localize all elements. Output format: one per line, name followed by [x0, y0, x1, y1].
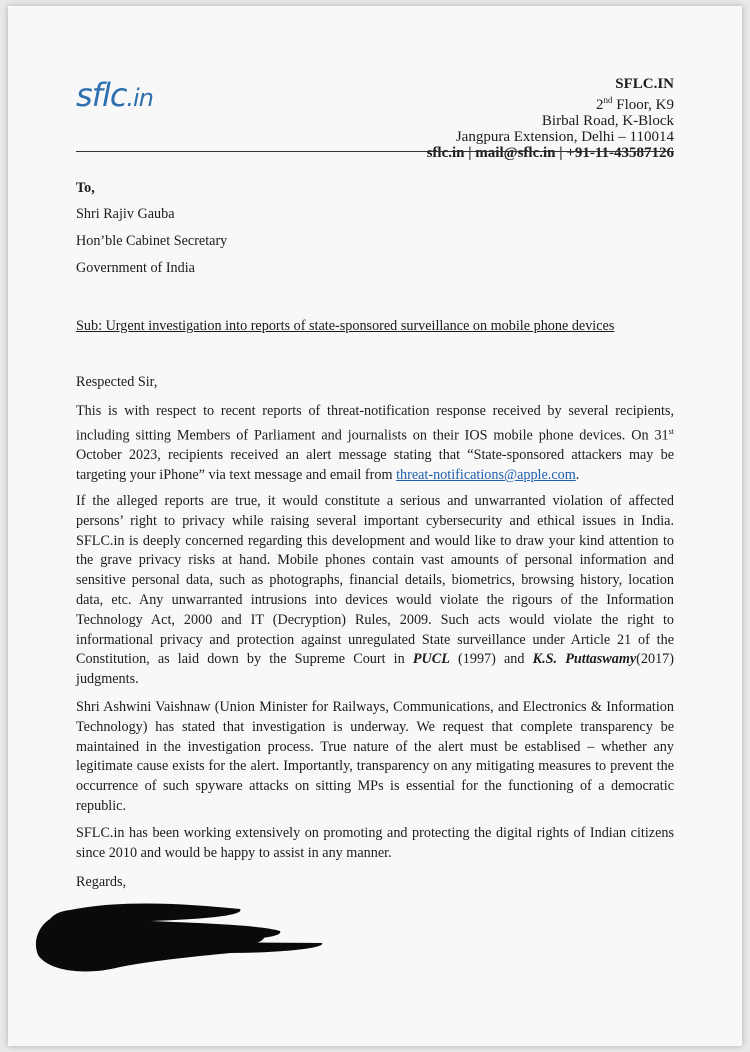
- salutation: Respected Sir,: [76, 374, 158, 390]
- addressee-name: Shri Rajiv Gauba: [76, 206, 175, 222]
- letterhead-address: [427, 76, 674, 161]
- redacted-signature: [30, 895, 330, 985]
- logo-suffix: .in: [126, 84, 153, 112]
- address-area: Jangpura Extension, Delhi – 110014: [455, 129, 674, 145]
- letterhead-divider: [76, 151, 674, 152]
- email-link[interactable]: threat-notifications@apple.com: [396, 467, 576, 484]
- contact-line: sflc.in | mail@sflc.in | +91-11-43587126: [426, 145, 674, 161]
- sflc-logo: [76, 76, 153, 114]
- subject-line: Sub: Urgent investigation into reports of state-sponsored surveillance on mobile phone devices: [76, 318, 615, 334]
- logo-text: sflc: [76, 76, 127, 114]
- to-label: To,: [76, 180, 95, 196]
- closing: Regards,: [76, 874, 127, 890]
- paragraph-1: This is with respect to recent reports of threat-notification response received by several recipients, including sitting Members of Parliament and journalists on their IOS mobile phone devices. On 31st October 2023, recipients received an alert message stating that “State-sponsored attackers may be targeting your iPhone” via text message and email from threat-notifications@apple.com.: [76, 403, 674, 484]
- address-road: Birbal Road, K-Block: [541, 113, 674, 129]
- paragraph-3: Shri Ashwini Vaishnaw (Union Minister for Railways, Communications, and Electronics & Information Technology) has stated that investigation is underway. We request that complete transparency be maintained in the investigation process. True nature of the alert must be establised – whether any legitimate cause exists for the alert. Importantly, transparency on any mitigating measures to prevent the occurrence of such spyware attacks on sitting MPs is essential for the functioning of a democratic republic.: [76, 699, 674, 814]
- addressee-org: Government of India: [76, 260, 195, 276]
- paragraph-4: SFLC.in has been working extensively on promoting and protecting the digital rights of Indian citizens since 2010 and would be happy to assist in any manner.: [76, 825, 674, 861]
- addressee-title: Hon’ble Cabinet Secretary: [76, 233, 228, 249]
- case-name-puttaswamy: K.S. Puttaswamy: [532, 651, 637, 668]
- address-floor: 2nd Floor, K9: [596, 95, 674, 113]
- case-name-pucl: PUCL: [412, 651, 450, 668]
- org-name: SFLC.IN: [615, 76, 674, 92]
- paragraph-2: If the alleged reports are true, it would constitute a serious and unwarranted violation of affected persons’ right to privacy while raising several important cybersecurity and ethical issues in India. SFLC.in is deeply concerned regarding this development and would like to draw your kind attention to the grave privacy risks at hand. Mobile phones contain vast amounts of personal information and sensitive personal data, such as photographs, financial details, biometrics, browsing history, location data, etc. Any unwarranted intrusions into devices would violate the rigours of the Information Technology Act, 2000 and IT (Decryption) Rules, 2009. Such acts would violate the right to informational privacy and protection against unregulated State surveillance under Article 21 of the Constitution, as laid down by the Supreme Court in PUCL (1997) and K.S. Puttaswamy(2017) judgments.: [76, 493, 674, 688]
